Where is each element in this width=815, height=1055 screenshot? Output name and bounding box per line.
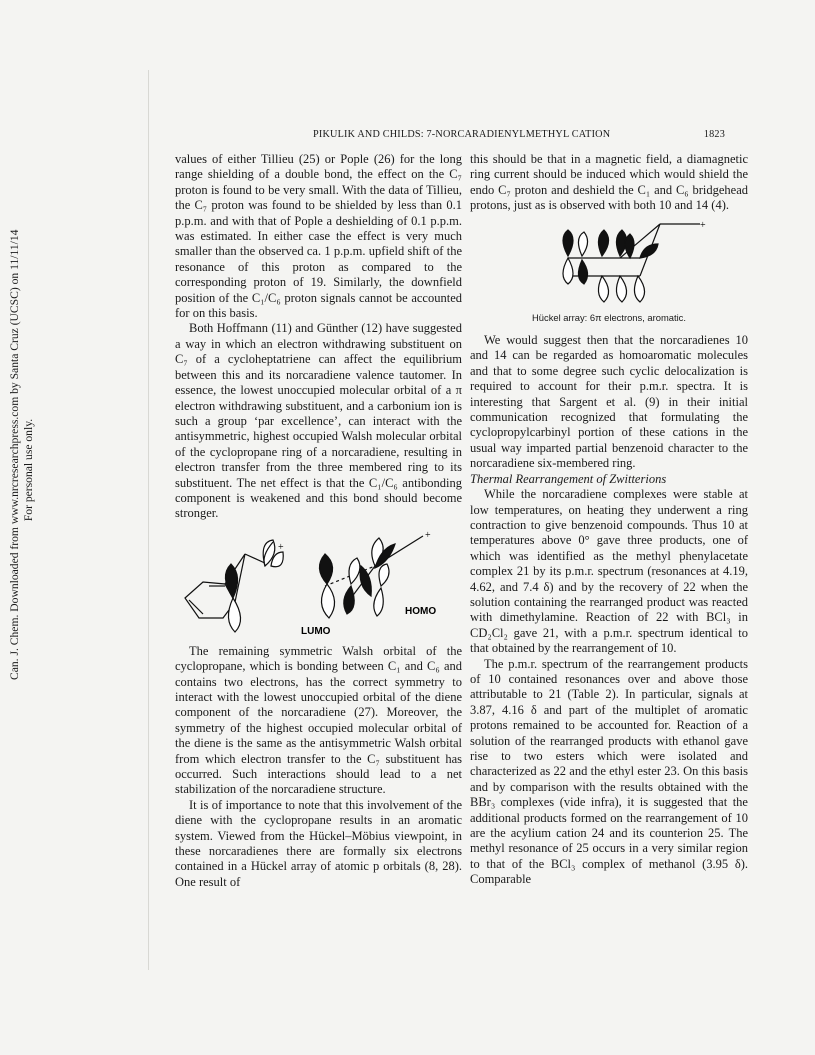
download-notice-line2: For personal use only. <box>21 418 35 522</box>
right-paragraph-1: this should be that in a magnetic field, a diamagnetic ring current should be induced which would shield the endo C₇ proton and deshield the C₁ and C₆ bridgehead protons, just as is observed with both 10 and 14 (4). <box>470 152 748 213</box>
page-number: 1823 <box>703 129 725 140</box>
plus-sign-3: + <box>700 219 706 231</box>
lumo-diagram <box>185 540 283 632</box>
lumo-label: LUMO <box>301 625 331 637</box>
right-paragraph-2: We would suggest then that the norcaradienes 10 and 14 can be regarded as homoaromatic molecules and that to some degree such cyclic delocalization is required to account for their p.m.r. spectra. It is interesting that Sargent et al. (9) in their initial communication recognized that formulating the cyclopropylcarbinyl portion of these cations in the usual way imparted partial benzenoid character to the norcaradiene six-membered ring. <box>470 333 748 471</box>
plus-sign-1: + <box>278 541 284 553</box>
huckel-array-figure <box>470 218 748 304</box>
margin-rule <box>148 70 149 970</box>
right-column <box>470 152 748 888</box>
right-paragraph-3: While the norcaradiene complexes were stable at low temperatures, on heating they underwent a ring contraction to give benzenoid compounds. Thus 10 at temperatures above 0° gave three products, one of which was identified as the methyl phenylacetate complex 21 by its p.m.r. spectrum (resonances at 4.19, 4.62, and 7.4 δ) and by the recovery of 22 when the solution containing the rearranged product was reacted with dimethylamine. Reaction of 22 with BCl₃ in CD₂Cl₂ gave 21, with a p.m.r. spectrum identical to that obtained by the rearrangement of 10. <box>470 487 748 656</box>
left-paragraph-1: values of either Tillieu (25) or Pople (26) for the long range shielding of a double bond, the effect on the C₇ proton is found to be very small. With the data of Tillieu, the C₇ proton was found to be shielded by less than 0.1 p.p.m. and with that of Pople a deshielding of 0.1 p.p.m. was estimated. In either case the effect is very much smaller than the observed ca. 1 p.p.m. upfield shift of the resonance of this proton as compared to the corresponding proton of 19. Similarly, the downfield position of the C₁/C₆ proton signals cannot be accounted for on this basis. <box>175 152 462 321</box>
download-notice <box>8 229 38 680</box>
running-title: PIKULIK AND CHILDS: 7-NORCARADIENYLMETHYL CATION <box>313 129 611 140</box>
left-column <box>175 152 462 890</box>
left-paragraph-4: It is of importance to note that this involvement of the diene with the cyclopropane results in an aromatic system. Viewed from the Hückel–Möbius viewpoint, in these norcaradienes there are formally six electrons contained in a Hückel array of atomic p orbitals (8, 28). One result of <box>175 797 462 889</box>
left-paragraph-2: Both Hoffmann (11) and Günther (12) have suggested a way in which an electron withdrawing substituent on C₇ of a cycloheptatriene can affect the equilibrium between this and its norcaradiene valence tautomer. In essence, the lowest unoccupied molecular orbital of a π electron withdrawing substituent, and a carbonium ion is such a group ‘par excellence’, can interact with the antisymmetric, highest occupied Walsh molecular orbital of the cyclopropane ring of a norcaradiene, resulting in electron transfer from the three membered ring to its substituent. The net effect is that the C₁/C₆ antibonding component is weakened and this bond should become stronger. <box>175 321 462 521</box>
download-notice-line1: Can. J. Chem. Downloaded from www.nrcresearchpress.com by Santa Cruz (UCSC) on 11/11/14 <box>8 229 21 680</box>
left-paragraph-3: The remaining symmetric Walsh orbital of the cyclopropane, which is bonding between C₁ and C₆ and contains two electrons, has the correct symmetry to interact with the lowest unoccupied orbital of the diene component of the norcaradiene (27). Moreover, the symmetry of the highest occupied molecular orbital of the diene is the same as the antisymmetric Walsh orbital from which electron transfer to the C₇ substituent has occurred. Such interactions should lead to a net stabilization of the norcaradiene structure. <box>175 643 462 797</box>
homo-label: HOMO <box>405 605 437 617</box>
figure-caption: Hückel array: 6π electrons, aromatic. <box>532 311 686 323</box>
right-paragraph-4: The p.m.r. spectrum of the rearrangement products of 10 contained resonances over and above those attributable to 21 (Table 2). In particular, signals at 3.87, 4.16 δ and part of the multiplet of aromatic protons remained to be accounted for. Reaction of a solution of the rearranged products with ethanol gave rise to two esters which were isolated and characterized as 22 and the ethyl ester 23. On this basis and by comparison with the results obtained with the BBr₃ complexes (vide infra), it is suggested that the additional products formed on the rearrangement of 10 are the acylium cation 24 and its counterion 25. The methyl resonance of 25 occurs in a very similar region to that of the BCl₃ complex of methanol (3.95 δ). Comparable <box>470 656 748 887</box>
orbital-interaction-figure <box>175 526 462 638</box>
plus-sign-2: + <box>425 529 431 541</box>
section-heading: Thermal Rearrangement of Zwitterions <box>470 471 667 486</box>
walsh-orbital-diagram <box>175 526 462 638</box>
huckel-array-diagram <box>470 218 748 304</box>
